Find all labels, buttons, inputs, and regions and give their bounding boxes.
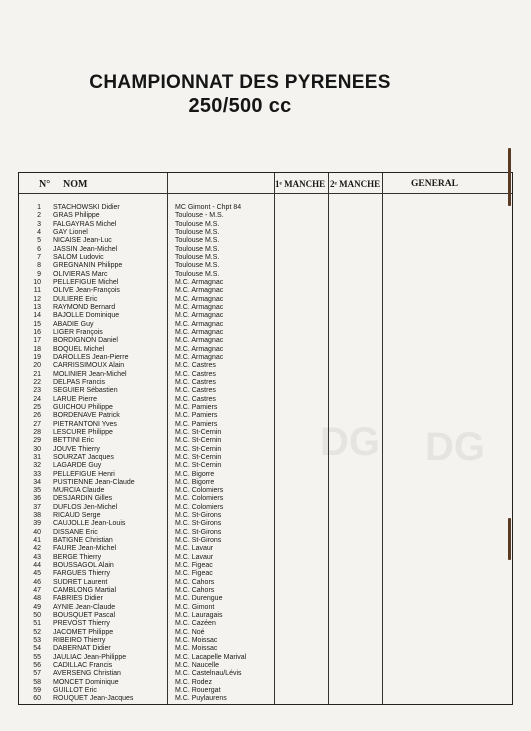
rider-club: M.C. Moissac — [175, 637, 218, 645]
row-number: 49 — [33, 603, 41, 611]
rider-club: M.C. Armagnac — [175, 295, 224, 303]
rider-club: M.C. St-Girons — [175, 520, 222, 528]
rider-name: PREVOST Thierry — [53, 620, 110, 628]
row-number: 1 — [37, 204, 41, 211]
rider-name: PIETRANTONI Yves — [53, 420, 117, 428]
rider-club: M.C. Armagnac — [175, 320, 224, 328]
rider-name: DELPAS Francis — [53, 378, 105, 386]
row-number: 10 — [33, 278, 41, 286]
table-row — [19, 437, 274, 445]
column-divider — [274, 173, 275, 704]
table-row — [19, 387, 274, 395]
rider-club: M.C. Lauragais — [175, 612, 223, 620]
table-row — [19, 670, 274, 678]
rider-club: M.C. Rouergat — [175, 687, 221, 695]
header-manche-1: 1ᵉ MANCHE — [275, 179, 326, 189]
rider-name: CARRISSIMOUX Alain — [53, 362, 125, 370]
table-row — [19, 512, 274, 520]
rider-club: M.C. St-Girons — [175, 537, 222, 545]
rider-name: SUDRET Laurent — [53, 578, 108, 586]
table-row — [19, 379, 274, 387]
table-row — [19, 570, 274, 578]
table-row — [19, 304, 274, 312]
rider-name: BORDENAVE Patrick — [53, 412, 120, 420]
row-number: 17 — [33, 337, 41, 345]
rider-name: FALGAYRAS Michel — [53, 220, 117, 228]
rider-club: M.C. Armagnac — [175, 278, 224, 286]
row-number: 9 — [37, 270, 41, 278]
row-number: 13 — [33, 303, 41, 311]
row-number: 19 — [33, 353, 41, 361]
rider-club: M.C. Cahors — [175, 578, 215, 586]
table-row — [19, 471, 274, 479]
row-number: 52 — [33, 628, 41, 636]
rider-club: M.C. Castres — [175, 362, 216, 370]
watermark-logo-left: DG — [320, 420, 380, 464]
rider-club: Toulouse M.S. — [175, 237, 220, 245]
rider-club: M.C. Castelnau/Lévis — [175, 670, 242, 678]
rider-name: OLIVE Jean-François — [53, 287, 120, 295]
rider-club: M.C. Bigorre — [175, 478, 215, 486]
table-row — [19, 495, 274, 503]
table-row — [19, 412, 274, 420]
rider-name: PUSTIENNE Jean-Claude — [53, 478, 135, 486]
rider-name: BATIGNE Christian — [53, 537, 113, 545]
rider-name: BAJOLLE Dominique — [53, 312, 120, 320]
rider-name: LIGER François — [53, 328, 103, 336]
rider-name: SALOM Ludovic — [53, 253, 104, 261]
rider-name: BOQUEL Michel — [53, 345, 105, 353]
rider-list — [19, 204, 274, 704]
table-row — [19, 487, 274, 495]
table-row — [19, 329, 274, 337]
rider-name: PELLEFIGUE Henri — [53, 470, 115, 478]
table-row — [19, 229, 274, 237]
rider-club: M.C. Armagnac — [175, 337, 224, 345]
header-general: GENERAL — [411, 179, 458, 189]
rider-name: BETTINI Eric — [53, 437, 94, 445]
row-number: 38 — [33, 512, 41, 520]
row-number: 26 — [33, 412, 41, 420]
page-subtitle: 250/500 cc — [188, 95, 292, 117]
rider-name: GUICHOU Philippe — [53, 403, 113, 411]
table-row — [19, 595, 274, 603]
table-row — [19, 354, 274, 362]
rider-name: RIBEIRO Thierry — [53, 637, 106, 645]
row-number: 58 — [33, 678, 41, 686]
row-number: 53 — [33, 637, 41, 645]
table-row — [19, 221, 274, 229]
table-row — [19, 362, 274, 370]
row-number: 43 — [33, 553, 41, 561]
rider-club: M.C. Figeac — [175, 562, 213, 570]
rider-name: NICAISE Jean-Luc — [53, 237, 112, 245]
table-row — [19, 321, 274, 329]
row-number: 50 — [33, 612, 41, 620]
table-row — [19, 504, 274, 512]
rider-name: CADILLAC Francis — [53, 662, 113, 670]
rider-name: DULIERE Eric — [53, 295, 98, 303]
header-number: N° — [39, 179, 51, 190]
row-number: 3 — [37, 220, 41, 228]
table-row — [19, 204, 274, 212]
rider-name: AVERSENG Christian — [53, 670, 121, 678]
column-divider — [382, 173, 383, 704]
rider-club: M.C. St-Cernin — [175, 462, 222, 470]
rider-name: STACHOWSKI Didier — [53, 204, 120, 211]
rider-name: BORDIGNON Daniel — [53, 337, 118, 345]
row-number: 41 — [33, 537, 41, 545]
rider-club: M.C. Cahors — [175, 587, 215, 595]
rider-club: Toulouse M.S. — [175, 262, 220, 270]
header-name: NOM — [63, 179, 88, 190]
row-number: 37 — [33, 503, 41, 511]
row-number: 40 — [33, 528, 41, 536]
rider-club: M.C. Gimont — [175, 603, 215, 611]
rider-name: LAGARDE Guy — [53, 462, 102, 470]
row-number: 20 — [33, 362, 41, 370]
row-number: 33 — [33, 470, 41, 478]
rider-club: M.C. Castres — [175, 395, 216, 403]
row-number: 27 — [33, 420, 41, 428]
rider-name: DISSANE Eric — [53, 528, 98, 536]
rider-club: M.C. Colomiers — [175, 503, 224, 511]
table-row — [19, 645, 274, 653]
table-row — [19, 312, 274, 320]
rider-name: RAYMOND Bernard — [53, 303, 116, 311]
table-row — [19, 371, 274, 379]
table-row — [19, 454, 274, 462]
row-number: 7 — [37, 253, 41, 261]
rider-name: MURCIA Claude — [53, 487, 105, 495]
rider-club: M.C. Armagnac — [175, 287, 224, 295]
table-row — [19, 337, 274, 345]
rider-name: MONCET Dominique — [53, 678, 119, 686]
rider-name: SEGUIER Sébastien — [53, 387, 118, 395]
rider-club: M.C. St-Cernin — [175, 428, 222, 436]
row-number: 21 — [33, 370, 41, 378]
rider-club: M.C. Castres — [175, 387, 216, 395]
row-number: 4 — [37, 228, 41, 236]
table-row — [19, 271, 274, 279]
rider-name: GREGNANIN Philippe — [53, 262, 123, 270]
rider-name: LESCURE Philippe — [53, 428, 113, 436]
rider-name: SOURZAT Jacques — [53, 453, 114, 461]
table-row — [19, 679, 274, 687]
rider-club: M.C. Armagnac — [175, 345, 224, 353]
rider-name: JASSIN Jean-Michel — [53, 245, 118, 253]
table-row — [19, 254, 274, 262]
rider-name: FARGUES Thierry — [53, 570, 111, 578]
row-number: 11 — [33, 287, 41, 295]
row-number: 57 — [33, 670, 41, 678]
rider-club: M.C. Pamiers — [175, 420, 218, 428]
row-number: 36 — [33, 495, 41, 503]
header-manche-2: 2ᵉ MANCHE — [330, 179, 381, 189]
row-number: 48 — [33, 595, 41, 603]
row-number: 42 — [33, 545, 41, 553]
rider-club: M.C. Pamiers — [175, 412, 218, 420]
row-number: 18 — [33, 345, 41, 353]
table-row — [19, 637, 274, 645]
rider-club: M.C. Noé — [175, 628, 205, 636]
table-row — [19, 654, 274, 662]
page-title: CHAMPIONNAT DES PYRENEES — [89, 72, 391, 93]
row-number: 6 — [37, 245, 41, 253]
row-number: 45 — [33, 570, 41, 578]
rider-club: M.C. St-Cernin — [175, 437, 222, 445]
rider-name: GRAS Philippe — [53, 212, 100, 220]
table-row — [19, 620, 274, 628]
rider-name: LARUE Pierre — [53, 395, 97, 403]
watermark-logo-right: DG — [425, 425, 485, 469]
rider-club: M.C. Castres — [175, 370, 216, 378]
rider-club: M.C. Rodez — [175, 678, 212, 686]
rider-name: DAROLLES Jean-Pierre — [53, 353, 129, 361]
row-number: 2 — [37, 212, 41, 220]
rider-name: JACOMET Philippe — [53, 628, 114, 636]
row-number: 32 — [33, 462, 41, 470]
row-number: 44 — [33, 562, 41, 570]
rider-name: PELLEFIGUE Michel — [53, 278, 119, 286]
row-number: 51 — [33, 620, 41, 628]
row-number: 56 — [33, 662, 41, 670]
rider-name: BOUSSAGOL Alain — [53, 562, 114, 570]
table-row — [19, 262, 274, 270]
row-number: 39 — [33, 520, 41, 528]
row-number: 54 — [33, 645, 41, 653]
table-row — [19, 429, 274, 437]
row-number: 25 — [33, 403, 41, 411]
table-row — [19, 421, 274, 429]
table-row — [19, 296, 274, 304]
rider-name: BOUSQUET Pascal — [53, 612, 116, 620]
table-row — [19, 462, 274, 470]
rider-name: JAULIAC Jean-Philippe — [53, 653, 127, 661]
table-row — [19, 629, 274, 637]
row-number: 22 — [33, 378, 41, 386]
rider-club: M.C. Durengue — [175, 595, 223, 603]
table-row — [19, 604, 274, 612]
rider-club: M.C. St-Cernin — [175, 453, 222, 461]
row-number: 46 — [33, 578, 41, 586]
row-number: 23 — [33, 387, 41, 395]
rider-club: M.C. Cazéen — [175, 620, 216, 628]
rider-club: M.C. Figeac — [175, 570, 213, 578]
row-number: 47 — [33, 587, 41, 595]
row-number: 55 — [33, 653, 41, 661]
header-divider — [19, 193, 512, 194]
rider-club: M.C. Puylaurens — [175, 695, 227, 703]
rider-club: M.C. Armagnac — [175, 328, 224, 336]
rider-club: MC Gimont - Chpt 84 — [175, 204, 242, 211]
row-number: 59 — [33, 687, 41, 695]
table-row — [19, 446, 274, 454]
rider-club: M.C. St-Girons — [175, 512, 222, 520]
row-number: 29 — [33, 437, 41, 445]
table-row — [19, 545, 274, 553]
row-number: 8 — [37, 262, 41, 270]
row-number: 14 — [33, 312, 41, 320]
row-number: 12 — [33, 295, 41, 303]
results-table — [18, 172, 513, 705]
rider-name: MOLINIER Jean-Michel — [53, 370, 127, 378]
rider-club: M.C. Colomiers — [175, 487, 224, 495]
row-number: 31 — [33, 453, 41, 461]
table-row — [19, 396, 274, 404]
table-row — [19, 537, 274, 545]
rider-club: M.C. Armagnac — [175, 353, 224, 361]
rider-name: OLIVIERAS Marc — [53, 270, 108, 278]
table-row — [19, 520, 274, 528]
rider-name: BERGE Thierry — [53, 553, 102, 561]
rider-name: RICAUD Serge — [53, 512, 101, 520]
rider-club: M.C. Lavaur — [175, 553, 214, 561]
rider-club: M.C. Bigorre — [175, 470, 215, 478]
table-row — [19, 246, 274, 254]
rider-name: ABADIE Guy — [53, 320, 94, 328]
rider-name: CAUJOLLE Jean-Louis — [53, 520, 126, 528]
rider-club: M.C. Armagnac — [175, 303, 224, 311]
rider-club: M.C. Moissac — [175, 645, 218, 653]
rider-club: Toulouse - M.S. — [175, 212, 224, 220]
row-number: 5 — [37, 237, 41, 245]
rider-club: Toulouse M.S. — [175, 220, 220, 228]
table-row — [19, 662, 274, 670]
rider-name: DABERNAT Didier — [53, 645, 111, 653]
table-row — [19, 346, 274, 354]
rider-name: GAY Lionel — [53, 228, 88, 236]
rider-name: FAURE Jean-Michel — [53, 545, 117, 553]
rider-club: M.C. Lacapelle Marival — [175, 653, 247, 661]
rider-club: Toulouse M.S. — [175, 228, 220, 236]
rider-club: M.C. Pamiers — [175, 403, 218, 411]
rider-name: JOUVE Thierry — [53, 445, 100, 453]
rider-name: FABRIES Didier — [53, 595, 103, 603]
table-row — [19, 404, 274, 412]
rider-name: GUILLOT Eric — [53, 687, 97, 695]
rider-club: M.C. St-Girons — [175, 528, 222, 536]
table-row — [19, 212, 274, 220]
table-row — [19, 687, 274, 695]
rider-name: AYNIE Jean-Claude — [53, 603, 116, 611]
rider-name: DESJARDIN Gilles — [53, 495, 113, 503]
row-number: 60 — [33, 695, 41, 703]
rider-name: CAMBLONG Martial — [53, 587, 117, 595]
binder-clip-top — [508, 148, 511, 206]
table-row — [19, 479, 274, 487]
table-row — [19, 279, 274, 287]
table-row — [19, 579, 274, 587]
rider-club: M.C. Colomiers — [175, 495, 224, 503]
row-number: 15 — [33, 320, 41, 328]
binder-clip-bottom — [508, 518, 511, 560]
table-row — [19, 612, 274, 620]
column-divider — [328, 173, 329, 704]
row-number: 30 — [33, 445, 41, 453]
table-row — [19, 237, 274, 245]
row-number: 28 — [33, 428, 41, 436]
table-row — [19, 695, 274, 703]
row-number: 35 — [33, 487, 41, 495]
rider-club: Toulouse M.S. — [175, 270, 220, 278]
row-number: 34 — [33, 478, 41, 486]
rider-name: ROUQUET Jean-Jacques — [53, 695, 134, 703]
table-row — [19, 554, 274, 562]
rider-club: M.C. Lavaur — [175, 545, 214, 553]
table-row — [19, 529, 274, 537]
table-row — [19, 287, 274, 295]
rider-club: M.C. Naucelle — [175, 662, 219, 670]
rider-club: M.C. St-Cernin — [175, 445, 222, 453]
row-number: 16 — [33, 328, 41, 336]
rider-club: M.C. Armagnac — [175, 312, 224, 320]
rider-club: Toulouse M.S. — [175, 253, 220, 261]
rider-club: Toulouse M.S. — [175, 245, 220, 253]
table-row — [19, 587, 274, 595]
row-number: 24 — [33, 395, 41, 403]
table-row — [19, 562, 274, 570]
rider-club: M.C. Castres — [175, 378, 216, 386]
rider-name: DUFLOS Jen-Michel — [53, 503, 118, 511]
